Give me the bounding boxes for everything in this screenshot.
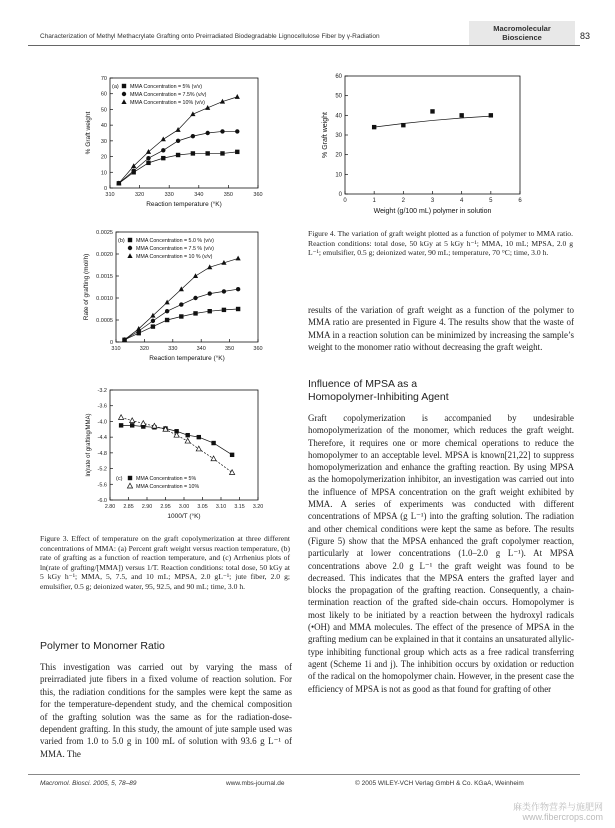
header-rule <box>28 45 580 46</box>
data-point <box>191 151 195 155</box>
x-tick-label: 4 <box>459 198 464 204</box>
data-point <box>161 136 166 141</box>
legend-marker <box>121 99 126 104</box>
data-point <box>197 435 201 439</box>
x-tick-label: 330 <box>164 192 174 198</box>
panel-label: (c) <box>116 476 123 482</box>
data-point <box>165 318 169 322</box>
x-tick-label: 3.15 <box>234 504 245 510</box>
data-point <box>196 446 201 451</box>
journal-name-box <box>469 21 575 45</box>
data-point <box>193 296 197 300</box>
y-tick-label: 0 <box>103 186 107 192</box>
panel-label: (b) <box>118 238 125 244</box>
x-tick-label: 5 <box>489 198 493 204</box>
data-point <box>205 151 209 155</box>
legend-marker <box>128 238 132 242</box>
data-point <box>151 324 155 328</box>
figure-4-caption: Figure 4. The variation of graft weight plotted as a function of polymer to MMA ratio. Reaction conditions: total dose, 50 kGy at 5 kGy h⁻¹; MMA, 10 mL; MPSA, 2.0 g L⁻¹; emulsifier, 0.5 g; deionized water, 90 mL; temperature, 70 °C; time, 3.0 h. <box>308 229 573 258</box>
x-axis-label: Reaction temperature (°K) <box>146 201 222 208</box>
figure-3c-chart <box>80 384 270 526</box>
data-point <box>220 129 224 133</box>
x-axis-label: Weight (g/100 mL) polymer in solution <box>373 208 492 215</box>
data-point <box>459 113 463 117</box>
figure-3a-chart <box>80 72 270 222</box>
right-paragraph-2: Graft copolymerization is accompanied by undesirable homopolymerization of the monomer, which reduces the graft weight. Therefore, it requires one or more chemical operations to reduce the homopolymer to an acceptable level. MPSA is known[21,22] to suppress homopolymerization and enhance the grafting reaction. By using MPSA as the homopolymerization inhibitor, an investigation was carried out into the influence of MPSA concentration on the graft weight exhibited by MMA. A series of experiments was conducted with different concentrations of MPSA (g L⁻¹) into the grafting solution. The radiation and other chemical conditions were kept the same as before. The results (Figure 5) show that the MPSA enhanced the graft copolymer reaction, particularly at lower concentrations (1.0–2.0 g L⁻¹). At MPSA concentrations above 2.0 g L⁻¹ the graft weight was found to be decreased. This indicates that the MPSA enters the grafted layer and blocks the propagation of the grafting reaction. Consequently, a chain-termination reaction of the grafted side-chain occurs. Homopolymer is most likely to be initiated by a reaction between the hydroxyl radicals (•OH) and MMA molecules. The effect of the presence of MPSA in the grafting medium can be explained in that it contains an unsaturated allylic-type inhibiting functional group which acts as a free radical transferring agent (Scheme 1i and j). The inhibition occurs by oxidation or reduction of the radical on the homopolymer chain. However, in the present case the efficiency of MPSA is not as good as that found for grafting of other <box>308 413 574 694</box>
x-tick-label: 2.90 <box>141 504 153 510</box>
data-point <box>161 156 165 160</box>
footer-rule <box>28 774 580 775</box>
x-tick-label: 1 <box>372 198 376 204</box>
y-tick-label: 20 <box>335 152 342 159</box>
data-point <box>236 307 240 311</box>
legend-label: MMA Concentration = 7.5% (v/v) <box>130 92 207 98</box>
y-tick-label: 70 <box>100 76 107 82</box>
x-tick-label: 360 <box>253 346 263 352</box>
x-tick-label: 2.85 <box>123 504 134 510</box>
data-point <box>489 113 493 117</box>
journal-name-line2: Bioscience <box>502 33 542 42</box>
legend-marker <box>122 92 126 96</box>
legend-marker <box>122 84 126 88</box>
data-point <box>193 273 198 278</box>
running-title: Characterization of Methyl Methacrylate Grafting onto Preirradiated Biodegradable Lignocellulose Fiber by γ-Radiation <box>40 33 380 40</box>
legend-label: MMA Concentration = 10% <box>136 484 200 490</box>
data-point <box>176 139 180 143</box>
plot-frame <box>345 76 520 194</box>
y-tick-label: 40 <box>100 123 107 130</box>
legend-label: MMA Concentration = 10% (v/v) <box>130 100 205 106</box>
data-point <box>119 415 124 420</box>
y-tick-label: 30 <box>100 138 107 145</box>
y-tick-label: 0 <box>338 192 342 198</box>
y-tick-label: 30 <box>335 133 342 139</box>
data-point <box>208 291 212 295</box>
y-tick-label: 50 <box>335 93 342 100</box>
fit-line <box>374 116 491 127</box>
data-point <box>230 453 234 457</box>
x-tick-label: 6 <box>518 198 522 204</box>
journal-name-line1: Macromolecular <box>493 24 551 33</box>
data-point <box>130 423 134 427</box>
figure-3b-chart <box>80 226 270 374</box>
y-tick-label: 10 <box>100 170 107 177</box>
x-tick-label: 330 <box>168 346 178 352</box>
y-tick-label: 0.0010 <box>96 296 113 302</box>
data-point <box>235 150 239 154</box>
legend-marker <box>128 476 132 480</box>
legend-marker <box>127 483 132 488</box>
data-point <box>119 423 123 427</box>
data-point <box>236 287 240 291</box>
data-point <box>185 438 190 443</box>
data-point <box>193 311 197 315</box>
legend-label: MMA Concentration = 5% (v/v) <box>130 84 202 90</box>
data-point <box>130 418 135 423</box>
x-tick-label: 2.80 <box>104 504 116 510</box>
panel-label: (a) <box>112 84 119 90</box>
x-tick-label: 320 <box>135 192 145 198</box>
y-axis-label: Rate of grafting (mol/h) <box>83 253 90 321</box>
section-heading-mpsa-line1: Influence of MPSA as a <box>308 378 418 390</box>
y-tick-label: -6.0 <box>97 498 107 504</box>
x-tick-label: 320 <box>139 346 149 352</box>
data-point <box>372 125 376 129</box>
legend-marker <box>128 246 132 250</box>
y-tick-label: 60 <box>335 74 342 80</box>
x-tick-label: 350 <box>223 192 233 198</box>
data-point <box>191 134 195 138</box>
data-point <box>186 433 190 437</box>
x-tick-label: 2.95 <box>160 504 171 510</box>
data-point <box>220 151 224 155</box>
left-paragraph: This investigation was carried out by varying the mass of preirradiated jute fibers in a fixed volume of reaction solution. For this, the radiation conditions for the samples were kept the same as for the temperature-dependent study, and the chemical composition of the grafting solution was the same as for the radiation-dose-dependent grafting. In this study, the amount of jute sample used was varied from 1.0 to 5.0 g in 100 mL of solution with 93.6 g L⁻¹ of MMA. The <box>40 662 292 759</box>
page-number: 83 <box>580 31 591 41</box>
data-point <box>401 123 405 127</box>
y-tick-label: 40 <box>335 113 342 120</box>
y-tick-label: 50 <box>100 107 107 114</box>
y-tick-label: 60 <box>100 91 107 98</box>
y-tick-label: 0.0005 <box>96 318 113 324</box>
data-point <box>236 256 241 261</box>
y-tick-label: 0 <box>109 340 113 346</box>
y-axis-label: ln(rate of grafting/MMA) <box>86 413 92 477</box>
data-point <box>146 161 150 165</box>
legend-label: MMA Concentration = 7.5 % (v/v) <box>136 246 214 252</box>
section-heading-mpsa-line2: Homopolymer-Inhibiting Agent <box>308 391 449 403</box>
y-tick-label: 0.0025 <box>96 230 113 236</box>
y-tick-label: 0.0015 <box>96 274 113 280</box>
y-axis-label: % Graft weight <box>85 111 92 155</box>
series-line <box>125 309 239 340</box>
data-point <box>211 441 215 445</box>
data-point <box>230 470 235 475</box>
y-tick-label: 10 <box>335 172 342 179</box>
watermark-cn: 麻类作物营养与施肥网 <box>512 802 603 812</box>
x-tick-label: 3.20 <box>252 504 264 510</box>
x-tick-label: 3.10 <box>215 504 227 510</box>
data-point <box>146 156 150 160</box>
y-tick-label: -4.0 <box>97 419 107 426</box>
x-tick-label: 340 <box>196 346 206 352</box>
data-point <box>131 169 135 173</box>
y-tick-label: -5.2 <box>97 466 107 473</box>
y-tick-label: 0.0020 <box>96 252 113 258</box>
right-paragraph-1: results of the variation of graft weight as a function of the polymer to MMA ratio are presented in Figure 4. The results show that the waste of MMA in a reaction solution can be minimized by increasing the sample’s weight to the monomer ratio without decreasing the graft weight. <box>308 305 574 353</box>
x-axis-label: 1000/T (°K) <box>167 513 201 520</box>
footer-copyright: © 2005 WILEY-VCH Verlag GmbH & Co. KGaA, Weinheim <box>355 780 524 787</box>
legend-label: MMA Concentration = 5% <box>136 476 197 482</box>
data-point <box>179 314 183 318</box>
data-point <box>179 302 183 306</box>
y-tick-label: -3.6 <box>97 403 107 410</box>
legend-label: MMA Concentration = 5.0 % (v/v) <box>136 238 214 244</box>
y-tick-label: -5.6 <box>97 482 107 489</box>
legend-label: MMA Concentration = 10 % (v/v) <box>136 254 213 260</box>
x-tick-label: 3.05 <box>197 504 208 510</box>
x-tick-label: 3.00 <box>178 504 190 510</box>
data-point <box>205 131 209 135</box>
data-point <box>235 94 240 99</box>
section-heading-mpsa <box>308 378 449 404</box>
x-tick-label: 0 <box>343 198 347 204</box>
series-line <box>125 258 239 339</box>
data-point <box>151 319 155 323</box>
data-point <box>146 149 151 154</box>
legend-marker <box>127 253 132 258</box>
data-point <box>235 129 239 133</box>
y-tick-label: -4.4 <box>97 435 107 442</box>
data-point <box>161 148 165 152</box>
x-tick-label: 310 <box>111 346 121 352</box>
figure-4-chart <box>315 70 530 220</box>
x-tick-label: 3 <box>430 198 435 204</box>
data-point <box>222 289 226 293</box>
x-tick-label: 310 <box>105 192 115 198</box>
x-tick-label: 350 <box>225 346 235 352</box>
y-tick-label: 20 <box>100 154 107 161</box>
y-tick-label: -3.2 <box>97 388 107 394</box>
watermark-url: www.fibercrops.com <box>522 812 603 822</box>
figure-3-caption: Figure 3. Effect of temperature on the graft copolymerization at three different concentrations of MMA: (a) Percent graft weight versus reaction temperature, (b) rate of grafting as a function of reaction temperature, and (c) Arrhenius plots of ln(rate of grafting/[MMA]) versus 1/T. Reaction conditions: total dose, 50 kGy at 5 kGy h⁻¹; MMA, 5, 7.5, and 10 mL; MPSA, 2.0 gL⁻¹; jute fiber, 2.0 g; emulsifier, 0.5 g; deionized water, 95, 92.5, and 90 mL; time, 3.0 h. <box>40 534 290 591</box>
x-tick-label: 360 <box>253 192 263 198</box>
footer-citation: Macromol. Biosci. 2005, 5, 78–89 <box>40 780 137 787</box>
data-point <box>165 309 169 313</box>
data-point <box>222 308 226 312</box>
x-tick-label: 2 <box>401 198 406 204</box>
x-axis-label: Reaction temperature (°K) <box>149 355 225 362</box>
footer-url: www.mbs-journal.de <box>226 780 285 787</box>
data-point <box>208 309 212 313</box>
y-tick-label: -4.8 <box>97 450 107 457</box>
y-axis-label: % Graft weight <box>322 112 329 158</box>
data-point <box>430 109 434 113</box>
data-point <box>211 456 216 461</box>
x-tick-label: 340 <box>194 192 204 198</box>
data-point <box>176 153 180 157</box>
section-heading-polymer-monomer: Polymer to Monomer Ratio <box>40 640 165 652</box>
